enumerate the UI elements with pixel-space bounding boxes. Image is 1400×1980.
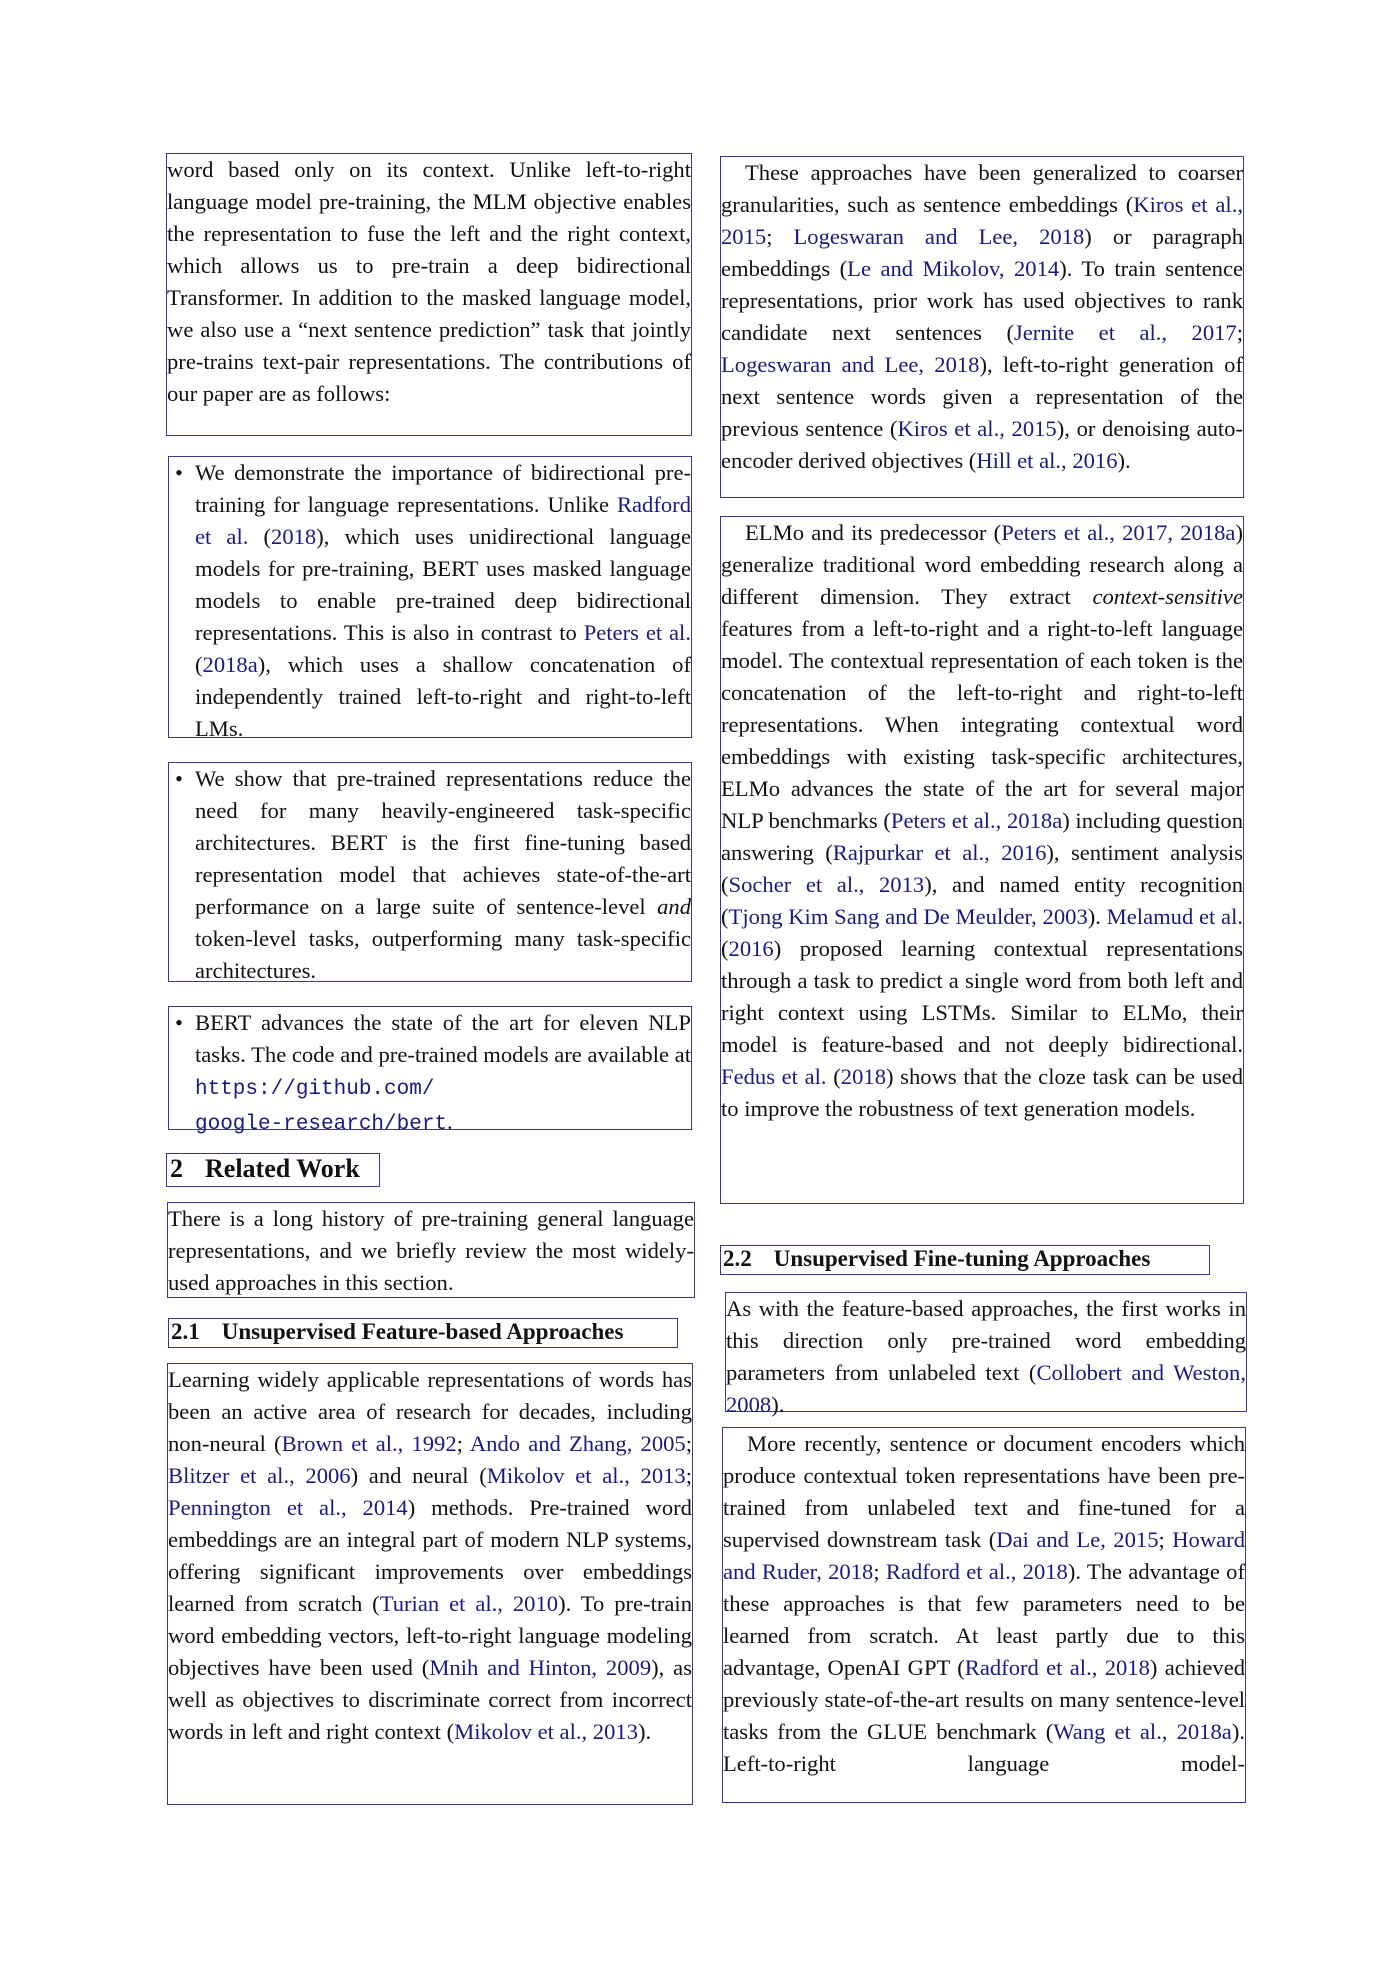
citation-link[interactable]: Dai and Le, 2015 <box>996 1527 1159 1552</box>
citation-link[interactable]: Logeswaran and Lee, 2018 <box>721 352 980 377</box>
section-heading <box>166 1153 380 1187</box>
citation-link[interactable]: Radford et al., 2018 <box>885 1559 1068 1584</box>
citation-link[interactable]: Kiros et al., 2015 <box>721 192 1243 249</box>
citation-link[interactable]: Peters et al., 2017, 2018a <box>1001 520 1236 545</box>
citation-link[interactable]: Howard and Ruder, 2018 <box>723 1527 1245 1584</box>
intro-paragraph <box>166 153 692 436</box>
citation-link[interactable]: Brown et al., 1992 <box>281 1431 457 1456</box>
citation-link[interactable]: Hill et al., 2016 <box>976 448 1118 473</box>
elmo-paragraph: ELMo and its predecessor (Peters et al., 2017, 2018a) generalize traditional word embedding research along a different dimension. They extract context-sensitive features from a left-to-right and a right-to-left language model. The contextual representation of each token is the concatenation of the left-to-right and right-to-left representations. When integrating contextual word embeddings with existing task-specific architectures, ELMo advances the state of the art for several major NLP benchmarks (Peters et al., 2018a) including question answering (Rajpurkar et al., 2016), sentiment analysis (Socher et al., 2013), and named entity recognition (Tjong Kim Sang and De Meulder, 2003). Melamud et al. (2016) proposed learning contextual representations through a task to predict a single word from both left and right context using LSTMs. Similar to ELMo, their model is feature-based and not deeply bidirectional. Fedus et al. (2018) shows that the cloze task can be used to improve the robustness of text generation models. <box>720 516 1244 1204</box>
citation-link[interactable]: 2018 <box>271 524 317 549</box>
bullet-icon: • <box>175 460 183 485</box>
citation-link[interactable]: Logeswaran and Lee, 2018 <box>793 224 1085 249</box>
contribution-text: We demonstrate the importance of bidirectional pre-training for language representations. Unlike Radford et al. (2018), which uses unidirectional language models for pre-training, BERT uses masked language models to enable pre-trained deep bidirectional representations. This is also in contrast to Peters et al. (2018a), which uses a shallow concatenation of independently trained left-to-right and right-to-left LMs. <box>195 460 691 741</box>
subsection-title: Unsupervised Feature-based Approaches <box>221 1319 624 1344</box>
subsection-heading <box>720 1245 1210 1275</box>
generalized-approaches-paragraph: These approaches have been generalized to coarser granularities, such as sentence embeddings (Kiros et al., 2015; Logeswaran and Lee, 2018) or paragraph embeddings (Le and Mikolov, 2014). To train sentence representations, prior work has used objectives to rank candidate next sentences (Jernite et al., 2017; Logeswaran and Lee, 2018), left-to-right generation of next sentence words given a representation of the previous sentence (Kiros et al., 2015), or denoising auto-encoder derived objectives (Hill et al., 2016). <box>720 156 1244 498</box>
citation-link[interactable]: Mikolov et al., 2013 <box>454 1719 638 1744</box>
contribution-text: We show that pre-trained representations reduce the need for many heavily-engineered task-specific architectures. BERT is the first fine-tuning based representation model that achieves state-of-the-art performance on a large suite of sentence-level and token-level tasks, outperforming many task-specific architectures. <box>195 766 691 983</box>
citation-link[interactable]: Fedus et al. <box>721 1064 827 1089</box>
citation-link[interactable]: Melamud et al. <box>1106 904 1244 929</box>
subsection-title: Unsupervised Fine-tuning Approaches <box>773 1246 1151 1271</box>
citation-link[interactable]: 2018a <box>202 652 258 677</box>
contribution-item <box>168 762 692 982</box>
contribution-item <box>168 1006 692 1136</box>
subsection-number: 2.1 <box>171 1319 200 1344</box>
citation-link[interactable]: Mikolov et al., 2013 <box>486 1463 686 1488</box>
section-intro-paragraph: There is a long history of pre-training general language representations, and we briefly review the most widely-used approaches in this section. <box>167 1202 695 1298</box>
fine-tuning-paragraph-1: As with the feature-based approaches, the first works in this direction only pre-trained word embedding parameters from unlabeled text (Collobert and Weston, 2008). <box>725 1292 1247 1412</box>
citation-link[interactable]: Pennington et al., 2014 <box>168 1495 408 1520</box>
citation-link[interactable]: Radford et al., 2018 <box>964 1655 1150 1680</box>
citation-link[interactable]: Rajpurkar et al., 2016 <box>832 840 1047 865</box>
citation-link[interactable]: Le and Mikolov, 2014 <box>847 256 1060 281</box>
contribution-text: BERT advances the state of the art for eleven NLP tasks. The code and pre-trained models are available at https://github.com/ google-research/bert. <box>195 1010 691 1136</box>
citation-link[interactable]: Socher et al., 2013 <box>728 872 925 897</box>
contribution-item <box>168 456 692 741</box>
citation-link[interactable]: Ando and Zhang, 2005 <box>469 1431 686 1456</box>
citation-link[interactable]: Blitzer et al., 2006 <box>168 1463 351 1488</box>
bullet-icon: • <box>175 766 183 791</box>
citation-link[interactable]: Collobert and Weston, 2008 <box>726 1360 1246 1417</box>
section-title: Related Work <box>205 1154 360 1183</box>
citation-link[interactable]: Turian et al., 2010 <box>379 1591 559 1616</box>
citation-link[interactable]: Radford et al. <box>195 492 691 549</box>
citation-link[interactable]: 2016 <box>728 936 774 961</box>
section-number: 2 <box>170 1154 183 1183</box>
citation-link[interactable]: Tjong Kim Sang and De Meulder, 2003 <box>728 904 1088 929</box>
subsection-number: 2.2 <box>723 1246 752 1271</box>
citation-link[interactable]: Wang et al., 2018a <box>1053 1719 1232 1744</box>
subsection-heading <box>168 1318 678 1348</box>
feature-based-paragraph: Learning widely applicable representations of words has been an active area of research for decades, including non-neural (Brown et al., 1992; Ando and Zhang, 2005; Blitzer et al., 2006) and neural (Mikolov et al., 2013; Pennington et al., 2014) methods. Pre-trained word embeddings are an integral part of modern NLP systems, offering significant improvements over embeddings learned from scratch (Turian et al., 2010). To pre-train word embedding vectors, left-to-right language modeling objectives have been used (Mnih and Hinton, 2009), as well as objectives to discriminate correct from incorrect words in left and right context (Mikolov et al., 2013). <box>167 1363 693 1805</box>
bullet-icon: • <box>175 1010 183 1035</box>
citation-link[interactable]: 2018 <box>840 1064 886 1089</box>
citation-link[interactable]: Peters et al., 2018a <box>890 808 1063 833</box>
citation-link[interactable]: Peters et al. <box>583 620 691 645</box>
citation-link[interactable]: Mnih and Hinton, 2009 <box>429 1655 652 1680</box>
github-link[interactable]: https://github.com/ google-research/bert <box>195 1078 448 1136</box>
citation-link[interactable]: Jernite et al., 2017 <box>1013 320 1237 345</box>
fine-tuning-paragraph-2: More recently, sentence or document encoders which produce contextual token representations have been pre-trained from unlabeled text and fine-tuned for a supervised downstream task (Dai and Le, 2015; Howard and Ruder, 2018; Radford et al., 2018). The advantage of these approaches is that few parameters need to be learned from scratch. At least partly due to this advantage, OpenAI GPT (Radford et al., 2018) achieved previously state-of-the-art results on many sentence-level tasks from the GLUE benchmark (Wang et al., 2018a). Left-to-right language model- <box>722 1427 1246 1803</box>
intro-text: word based only on its context. Unlike left-to-right language model pre-training, the MLM objective enables the representation to fuse the left and the right context, which allows us to pre-train a deep bidirectional Transformer. In addition to the masked language model, we also use a “next sentence prediction” task that jointly pre-trains text-pair representations. The contributions of our paper are as follows: <box>167 157 691 406</box>
citation-link[interactable]: Kiros et al., 2015 <box>897 416 1057 441</box>
